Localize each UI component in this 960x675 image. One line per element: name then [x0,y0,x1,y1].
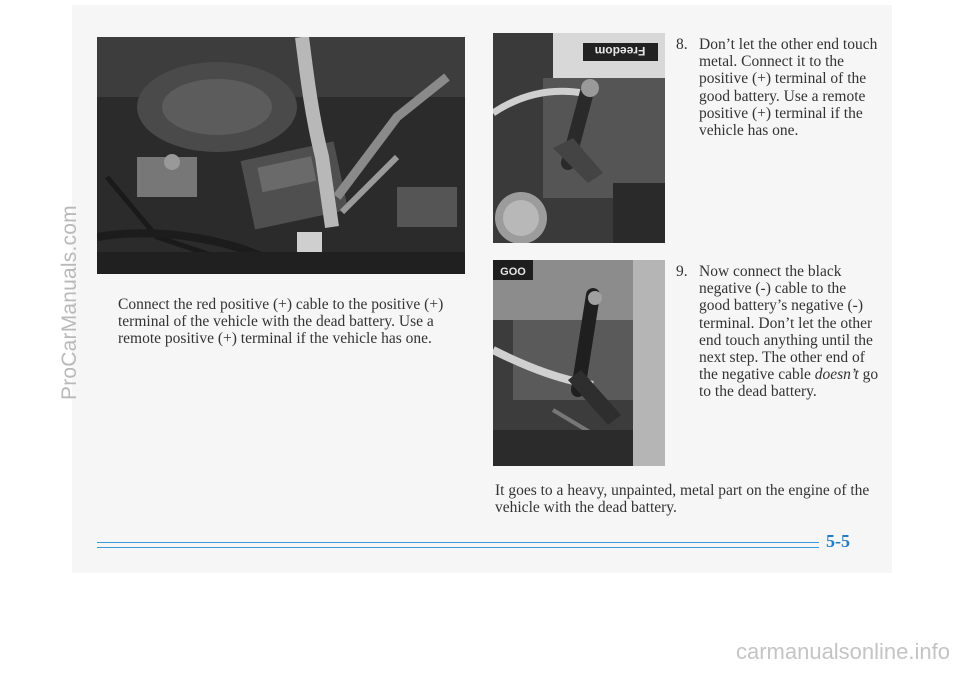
step-9-number: 9. [676,263,688,280]
page-number: 5-5 [826,531,850,551]
step-9-emphasis: doesn’t [814,366,859,384]
engine-bay-photo [97,37,465,274]
step-9-text-before: Now connect the black negative (-) cable to the good battery’s negative (-) terminal. Don’t let the other end touch anything until the next step. The other end of the negative cable [699,263,873,384]
step-8-text: Don’t let the other end touch metal. Connect it to the positive (+) terminal of the good battery. Use a remote positive (+) terminal if the vehicle has one. [699,36,878,140]
battery-brand-label: Freedom [594,44,646,58]
footer-rule [97,547,819,548]
step-9-text-after: go to the dead battery. [699,366,879,401]
step-9-text [699,263,879,401]
step-8-number: 8. [676,36,688,53]
note-text: It goes to a heavy, unpainted, metal part on the engine of the vehicle with the dead battery. [495,482,870,517]
negative-clamp-photo [493,260,665,466]
step-7-text: Connect the red positive (+) cable to the positive (+) terminal of the vehicle with the dead battery. Use a remote positive (+) terminal if the vehicle has one. [118,296,444,348]
footer-rule [97,542,819,543]
battery-brand-label: GOO [500,266,526,278]
side-watermark: ProCarManuals.com [58,205,81,400]
positive-clamp-photo [493,33,665,243]
footer-watermark: carmanualsonline.info [735,639,950,664]
